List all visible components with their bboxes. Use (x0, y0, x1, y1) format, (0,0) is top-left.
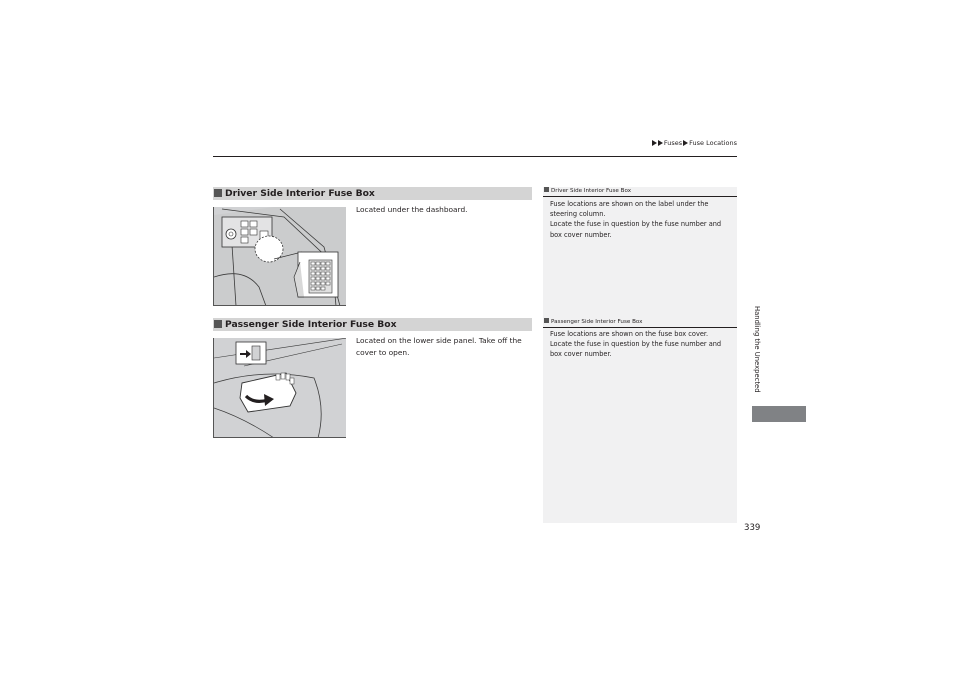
breadcrumb-item-fuse-locations[interactable]: Fuse Locations (689, 139, 737, 147)
note-title: Passenger Side Interior Fuse Box (551, 319, 643, 325)
note-line: Fuse locations are shown on the label under the steering column. (550, 200, 709, 219)
breadcrumb-item-fuses[interactable]: Fuses (663, 139, 683, 147)
note-line: Locate the fuse in question by the fuse number and box cover number. (550, 340, 722, 359)
chapter-label-text: Handling the Unexpected (753, 306, 761, 393)
note-marker-icon (544, 318, 549, 323)
chapter-tab[interactable] (752, 406, 806, 422)
arrow-icon (652, 140, 657, 146)
passenger-fuse-box-illustration (213, 338, 346, 438)
breadcrumb (560, 139, 737, 147)
note-marker-icon (544, 187, 549, 192)
section-title: Passenger Side Interior Fuse Box (225, 319, 397, 330)
section-heading-driver (213, 187, 532, 200)
note-heading-passenger (543, 318, 737, 328)
section-title: Driver Side Interior Fuse Box (225, 188, 375, 199)
driver-body-text: Located under the dashboard. (356, 205, 468, 214)
section-heading-passenger (213, 318, 532, 331)
page-number: 339 (744, 523, 761, 533)
passenger-body-text: Located on the lower side panel. Take off the cover to open. (356, 336, 522, 357)
note-line: Locate the fuse in question by the fuse number and box cover number. (550, 220, 722, 239)
square-bullet-icon (214, 320, 222, 328)
note-text-passenger (550, 329, 733, 360)
note-heading-driver (543, 187, 737, 197)
square-bullet-icon (214, 189, 222, 197)
header-rule (213, 156, 737, 157)
arrow-icon (683, 140, 688, 146)
note-line: Fuse locations are shown on the fuse box cover. (550, 330, 709, 338)
note-title: Driver Side Interior Fuse Box (551, 188, 632, 194)
arrow-icon (658, 140, 663, 146)
driver-fuse-box-illustration (213, 207, 346, 306)
chapter-side-label (751, 306, 763, 400)
note-text-driver (550, 199, 733, 240)
